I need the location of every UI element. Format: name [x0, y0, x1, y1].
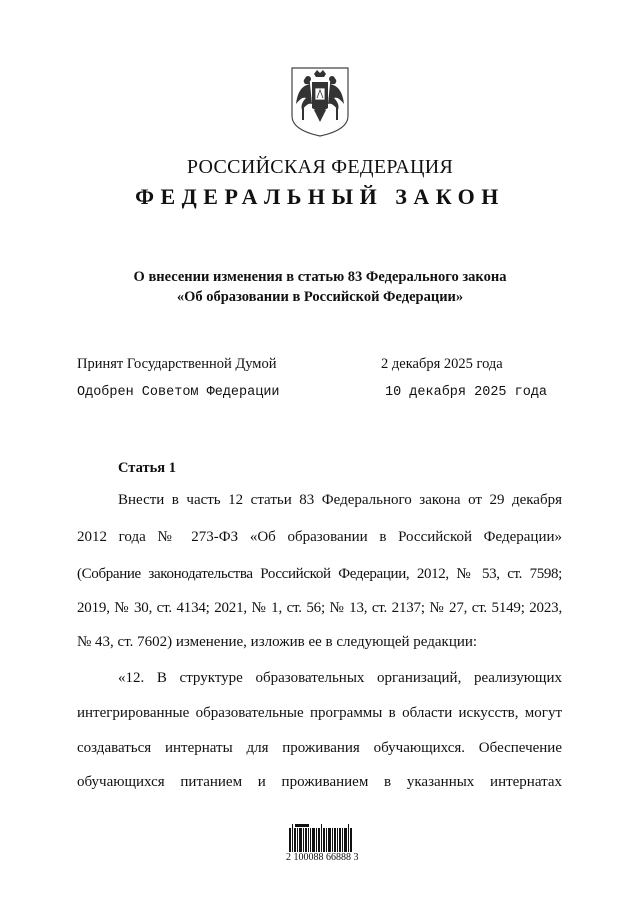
- council-approval-date: 10 декабря 2025 года: [385, 385, 548, 400]
- article-line: 2019, № 30, ст. 4134; 2021, № 1, ст. 56; № 13, ст. 2137; № 27, ст. 5149; 2023,: [77, 600, 562, 616]
- article-line: обучающихся питанием и проживанием в указанных интернатах: [77, 774, 562, 790]
- barcode: [289, 824, 353, 852]
- law-type-heading: ФЕДЕРАЛЬНЫЙ ЗАКОН: [135, 184, 505, 209]
- council-approval-label: Одобрен Советом Федерации: [77, 385, 280, 400]
- article-line: Внести в часть 12 статьи 83 Федерального закона от 29 декабря: [118, 492, 562, 508]
- coat-of-arms-emblem: [288, 64, 352, 138]
- article-line: (Собрание законодательства Российской Федерации, 2012, № 53, ст. 7598;: [77, 566, 562, 582]
- duma-adoption-date: 2 декабря 2025 года: [381, 356, 503, 372]
- law-title: [0, 267, 640, 307]
- law-title-line-2: «Об образовании в Российской Федерации»: [176, 289, 464, 305]
- article-heading: Статья 1: [118, 460, 176, 476]
- article-line: «12. В структуре образовательных организаций, реализующих: [118, 670, 562, 686]
- law-title-line-1: О внесении изменения в статью 83 Федерального закона: [133, 269, 507, 285]
- article-line: создаваться интернаты для проживания обучающихся. Обеспечение: [77, 740, 562, 756]
- barcode-number: 2 100088 66888 3: [286, 852, 359, 863]
- duma-adoption-label: Принят Государственной Думой: [77, 356, 277, 372]
- state-name: РОССИЙСКАЯ ФЕДЕРАЦИЯ: [186, 156, 454, 178]
- article-line: интегрированные образовательные программы в области искусств, могут: [77, 705, 562, 721]
- article-line: № 43, ст. 7602) изменение, изложив ее в следующей редакции:: [77, 634, 478, 650]
- article-line: 2012 года № 273-ФЗ «Об образовании в Российской Федерации»: [77, 529, 562, 545]
